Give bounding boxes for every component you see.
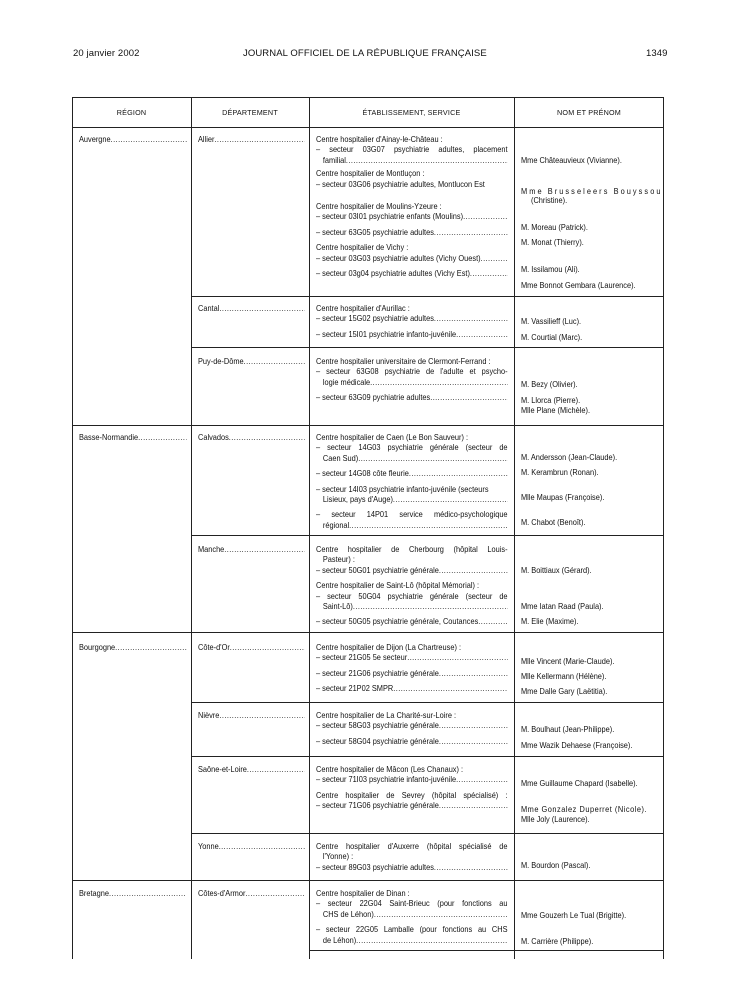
sector-line: – secteur 14G03 psychiatrie générale (secteur de xyxy=(316,442,508,453)
appointee-name: Mme Brusseleers Bouyssou xyxy=(521,186,663,196)
sector-line: – secteur 21G06 psychiatrie générale xyxy=(316,667,439,678)
establishment-name: Centre hospitalier de La Charité-sur-Loire : xyxy=(316,710,457,720)
sector-line: – secteur 03I01 psychiatrie enfants (Moulins) xyxy=(316,211,464,222)
appointee-name: M. Boulhaut (Jean-Philippe). xyxy=(521,724,615,734)
sector-line: – secteur 15G02 psychiatrie adultes xyxy=(316,313,434,324)
department-name: Cantal xyxy=(198,303,220,313)
appointee-name: Mlle Vincent (Marie-Claude). xyxy=(521,656,615,666)
sector-line: – secteur 14I03 psychiatrie infanto-juvénile (secteurs xyxy=(316,483,489,494)
region-name: Auvergne xyxy=(79,134,111,144)
department-name: Manche xyxy=(198,544,225,554)
department-cell xyxy=(198,544,305,554)
department-separator xyxy=(191,756,664,757)
establishment-cell xyxy=(316,134,508,278)
department-cell xyxy=(198,841,305,851)
appointee-name: Mlle Plane (Michèle). xyxy=(521,405,591,415)
establishment-name: Centre hospitalier de Vichy : xyxy=(316,242,409,253)
sector-line: – secteur 63G08 psychiatrie de l'adulte et psycho- xyxy=(316,366,508,377)
department-name: Yonne xyxy=(198,841,219,851)
establishment-cell xyxy=(316,764,508,811)
region-name: Basse-Normandie xyxy=(79,432,139,442)
region-cell xyxy=(79,642,187,652)
header-divider xyxy=(72,127,664,128)
department-name: Calvados xyxy=(198,432,229,442)
appointee-name: Mlle Maupas (Françoise). xyxy=(521,492,605,502)
appointee-name: Mme Dalle Gary (Laëtitia). xyxy=(521,686,608,696)
department-separator xyxy=(191,702,664,703)
establishment-cell xyxy=(316,544,508,627)
sector-line: – secteur 63G05 psychiatrie adultes xyxy=(316,226,434,237)
sector-line: Lisieux, pays d'Auge) xyxy=(322,494,393,505)
establishment-name: Centre hospitalier de Saint-Lô (hôpital Mémorial) : xyxy=(316,580,480,591)
region-separator xyxy=(72,632,664,633)
appointee-name: Mme Châteauvieux (Vivianne). xyxy=(521,155,622,165)
sector-line: CHS de Léhon) xyxy=(322,908,374,919)
page-date: 20 janvier 2002 xyxy=(73,48,140,59)
appointee-name: Mme Bonnot Gembara (Laurence). xyxy=(521,280,636,290)
region-separator xyxy=(72,425,664,426)
sector-line: régional xyxy=(322,519,350,530)
department-cell xyxy=(198,710,305,720)
sector-line: – secteur 71G06 psychiatrie générale xyxy=(316,800,439,811)
region-separator xyxy=(72,880,664,881)
region-name: Bretagne xyxy=(79,888,110,898)
establishment-cell xyxy=(316,888,508,945)
department-name: Côte-d'Or xyxy=(198,642,230,652)
sector-line: – secteur 63G09 pychiatrie adultes xyxy=(316,392,431,403)
appointee-name: M. Moreau (Patrick). xyxy=(521,222,588,232)
sector-line: Caen Sud) xyxy=(322,452,359,463)
department-separator xyxy=(309,950,664,951)
sector-line: – secteur 03G06 psychiatrie adultes, Montlucon Est xyxy=(316,178,485,189)
sector-line: – secteur 03g04 psychiatrie adultes (Vichy Est) xyxy=(316,268,470,279)
establishment-cell xyxy=(316,356,508,403)
appointee-name: Mlle Kellermann (Hélène). xyxy=(521,671,607,681)
appointee-name: Mlle Joly (Laurence). xyxy=(521,814,590,824)
sector-line: – secteur 21G05 5e secteur xyxy=(316,652,408,663)
department-separator xyxy=(191,296,664,297)
establishment-cell xyxy=(316,432,508,530)
department-cell xyxy=(198,432,305,442)
establishment-name: Centre hospitalier de Caen (Le Bon Sauveur) : xyxy=(316,432,469,442)
sector-line: Saint-Lô) xyxy=(322,601,353,612)
appointee-name: M. Bezy (Olivier). xyxy=(521,379,578,389)
establishment-cell xyxy=(316,841,508,872)
column-header-nom: NOM ET PRÉNOM xyxy=(557,108,621,117)
sector-line: – secteur 50G05 psychiatrie générale, Coutances xyxy=(316,616,479,627)
column-divider xyxy=(514,97,515,959)
sector-line: – secteur 71I03 psychiatrie infanto-juvénile xyxy=(316,774,457,785)
appointee-name: M. Issilamou (Ali). xyxy=(521,264,580,274)
sector-line: logie médicale xyxy=(322,376,371,387)
region-cell xyxy=(79,888,187,898)
department-cell xyxy=(198,356,305,366)
sector-line: – secteur 58G03 psychiatrie générale xyxy=(316,720,439,731)
sector-line: de Léhon) xyxy=(322,934,357,945)
sector-line: – secteur 21P02 SMPR xyxy=(316,683,394,694)
establishment-cell xyxy=(316,303,508,339)
appointee-name: M. Monat (Thierry). xyxy=(521,237,584,247)
department-separator xyxy=(191,833,664,834)
sector-line: familial xyxy=(322,154,346,165)
region-cell xyxy=(79,432,187,442)
appointee-name: M. Boittiaux (Gérard). xyxy=(521,565,592,575)
establishment-name: Centre hospitalier de Sevrey (hôpital spécialisé) : xyxy=(316,789,508,800)
sector-line: – secteur 14P01 service médico-psychologique xyxy=(316,509,508,520)
establishment-name: Centre hospitalier d'Aurillac : xyxy=(316,303,410,313)
establishment-name: Centre hospitalier d'Ainay-le-Château : xyxy=(316,134,443,144)
department-name: Allier xyxy=(198,134,215,144)
appointee-name: M. Kerambrun (Ronan). xyxy=(521,467,599,477)
column-divider xyxy=(191,97,192,959)
department-cell xyxy=(198,303,305,313)
department-name: Puy-de-Dôme xyxy=(198,356,244,366)
appointee-name: Mme Guillaume Chapard (Isabelle). xyxy=(521,778,638,788)
appointee-name: Mme Gonzalez Duperret (Nicole). xyxy=(521,804,648,814)
column-divider xyxy=(309,97,310,959)
establishment-name: Centre hospitalier d'Auxerre (hôpital spécialisé de xyxy=(316,841,508,851)
sector-line: – secteur 50G04 psychiatrie générale (secteur de xyxy=(316,590,508,601)
appointee-name: M. Chabot (Benoît). xyxy=(521,517,586,527)
appointee-name: M. Andersson (Jean-Claude). xyxy=(521,452,618,462)
department-cell xyxy=(198,642,305,652)
department-name: Côtes-d'Armor xyxy=(198,888,246,898)
appointee-name: (Christine). xyxy=(531,195,568,205)
region-name: Bourgogne xyxy=(79,642,116,652)
sector-line: – secteur 50G01 psychiatrie générale xyxy=(316,564,439,575)
establishment-name: Centre hospitalier de Montluçon : xyxy=(316,168,425,179)
sector-line: – secteur 58G04 psychiatrie générale xyxy=(316,735,439,746)
appointee-name: M. Vassilieff (Luc). xyxy=(521,316,582,326)
sector-line: – secteur 03G07 psychiatrie adultes, placement xyxy=(316,144,508,155)
establishment-cell xyxy=(316,642,508,694)
appointee-name: Mme Gouzerh Le Tual (Brigitte). xyxy=(521,910,627,920)
journal-title: JOURNAL OFFICIEL DE LA RÉPUBLIQUE FRANÇAISE xyxy=(243,48,487,59)
column-header-etablissement: ÉTABLISSEMENT, SERVICE xyxy=(362,108,461,117)
establishment-name: Pasteur) : xyxy=(322,554,355,565)
appointee-name: M. Llorca (Pierre). xyxy=(521,395,581,405)
establishment-cell xyxy=(316,710,508,746)
establishment-name: Centre hospitalier de Dinan : xyxy=(316,888,410,898)
appointee-name: M. Carrière (Philippe). xyxy=(521,936,594,946)
appointee-name: Mme Wazik Dehaese (Françoise). xyxy=(521,740,633,750)
sector-line: – secteur 89G03 psychiatrie adultes xyxy=(316,861,434,872)
department-separator xyxy=(191,535,664,536)
appointee-name: M. Bourdon (Pascal). xyxy=(521,860,591,870)
establishment-name: l'Yonne) : xyxy=(322,851,354,862)
sector-line: – secteur 15I01 psychiatrie infanto-juvénile xyxy=(316,328,457,339)
appointee-name: M. Elie (Maxime). xyxy=(521,616,579,626)
appointee-name: M. Courtial (Marc). xyxy=(521,332,583,342)
sector-line: – secteur 22G05 Lamballe (pour fonctions au CHS xyxy=(316,924,508,935)
department-cell xyxy=(198,134,305,144)
appointee-name: Mme Iatan Raad (Paula). xyxy=(521,601,604,611)
department-name: Saône-et-Loire xyxy=(198,764,247,774)
establishment-name: Centre hospitalier de Moulins-Yzeure : xyxy=(316,201,442,212)
column-header-departement: DÉPARTEMENT xyxy=(222,108,278,117)
establishment-name: Centre hospitalier de Mâcon (Les Chanaux) : xyxy=(316,764,464,774)
sector-line: – secteur 14G08 côte fleurie xyxy=(316,468,409,479)
establishment-name: Centre hospitalier de Cherbourg (hôpital Louis- xyxy=(316,544,508,554)
page-number: 1349 xyxy=(646,48,668,59)
sector-line: – secteur 22G04 Saint-Brieuc (pour fonctions au xyxy=(316,898,508,909)
department-cell xyxy=(198,764,305,774)
column-header-region: RÉGION xyxy=(116,108,147,117)
region-cell xyxy=(79,134,187,144)
department-separator xyxy=(191,347,664,348)
department-name: Nièvre xyxy=(198,710,220,720)
department-cell xyxy=(198,888,305,898)
establishment-name: Centre hospitalier de Dijon (La Chartreuse) : xyxy=(316,642,462,652)
establishment-name: Centre hospitalier universitaire de Clermont-Ferrand : xyxy=(316,356,491,366)
sector-line: – secteur 03G03 psychiatrie adultes (Vichy Ouest) xyxy=(316,252,481,263)
